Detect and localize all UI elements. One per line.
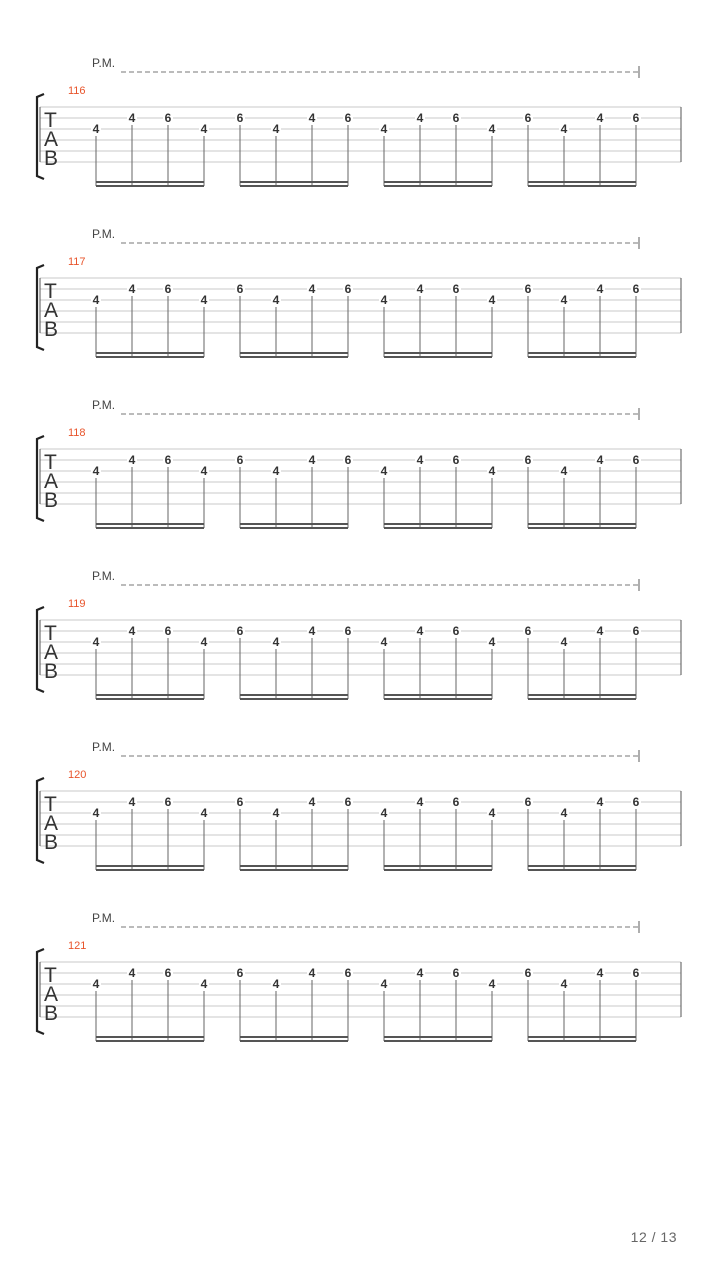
fret-number: 6 bbox=[164, 453, 172, 467]
fret-number: 4 bbox=[596, 282, 604, 296]
fret-number: 6 bbox=[344, 453, 352, 467]
fret-number: 4 bbox=[416, 795, 424, 809]
fret-number: 6 bbox=[164, 111, 172, 125]
fret-number: 4 bbox=[596, 624, 604, 638]
tab-clef-letter: T bbox=[44, 451, 57, 474]
fret-number: 4 bbox=[488, 464, 496, 478]
fret-number: 4 bbox=[272, 635, 280, 649]
fret-number: 6 bbox=[344, 282, 352, 296]
fret-number: 6 bbox=[344, 966, 352, 980]
fret-number: 4 bbox=[200, 635, 208, 649]
fret-number: 4 bbox=[272, 464, 280, 478]
palm-mute-label: P.M. bbox=[92, 398, 116, 412]
tab-clef-letter: A bbox=[44, 641, 59, 664]
fret-number: 4 bbox=[272, 293, 280, 307]
fret-number: 4 bbox=[560, 293, 568, 307]
fret-number: 4 bbox=[128, 795, 136, 809]
fret-number: 4 bbox=[488, 977, 496, 991]
tab-clef-letter: B bbox=[44, 660, 59, 683]
palm-mute-label: P.M. bbox=[92, 569, 116, 583]
fret-number: 6 bbox=[524, 624, 532, 638]
fret-number: 6 bbox=[164, 624, 172, 638]
fret-number: 4 bbox=[308, 624, 316, 638]
measure-number: 116 bbox=[68, 85, 86, 97]
fret-number: 4 bbox=[380, 806, 388, 820]
fret-number: 6 bbox=[344, 111, 352, 125]
palm-mute-label: P.M. bbox=[92, 911, 116, 925]
fret-number: 4 bbox=[272, 977, 280, 991]
fret-number: 6 bbox=[524, 795, 532, 809]
fret-number: 4 bbox=[92, 806, 100, 820]
fret-number: 4 bbox=[380, 293, 388, 307]
fret-number: 6 bbox=[632, 795, 640, 809]
fret-number: 4 bbox=[308, 966, 316, 980]
measure-number: 119 bbox=[68, 598, 86, 610]
fret-number: 6 bbox=[236, 795, 244, 809]
fret-number: 4 bbox=[128, 282, 136, 296]
fret-number: 6 bbox=[524, 282, 532, 296]
fret-number: 6 bbox=[236, 966, 244, 980]
fret-number: 4 bbox=[488, 635, 496, 649]
fret-number: 4 bbox=[596, 966, 604, 980]
fret-number: 4 bbox=[128, 453, 136, 467]
fret-number: 4 bbox=[416, 282, 424, 296]
fret-number: 4 bbox=[416, 453, 424, 467]
fret-number: 4 bbox=[416, 111, 424, 125]
tab-clef-letter: B bbox=[44, 147, 59, 170]
fret-number: 4 bbox=[308, 795, 316, 809]
fret-number: 4 bbox=[272, 122, 280, 136]
fret-number: 4 bbox=[488, 122, 496, 136]
tab-clef-letter: B bbox=[44, 831, 59, 854]
fret-number: 4 bbox=[200, 464, 208, 478]
fret-number: 4 bbox=[488, 806, 496, 820]
fret-number: 4 bbox=[308, 282, 316, 296]
fret-number: 4 bbox=[380, 635, 388, 649]
tab-clef-letter: T bbox=[44, 964, 57, 987]
fret-number: 6 bbox=[164, 282, 172, 296]
fret-number: 4 bbox=[596, 111, 604, 125]
tab-clef-letter: A bbox=[44, 299, 59, 322]
tab-clef-letter: B bbox=[44, 1002, 59, 1025]
fret-number: 4 bbox=[92, 293, 100, 307]
fret-number: 6 bbox=[236, 111, 244, 125]
fret-number: 4 bbox=[416, 966, 424, 980]
fret-number: 4 bbox=[200, 977, 208, 991]
fret-number: 4 bbox=[128, 624, 136, 638]
fret-number: 4 bbox=[560, 806, 568, 820]
measure-number: 121 bbox=[68, 940, 87, 952]
tab-clef-letter: A bbox=[44, 983, 59, 1006]
fret-number: 6 bbox=[236, 624, 244, 638]
fret-number: 6 bbox=[164, 795, 172, 809]
fret-number: 6 bbox=[452, 795, 460, 809]
measure-number: 118 bbox=[68, 427, 86, 439]
fret-number: 4 bbox=[380, 977, 388, 991]
fret-number: 4 bbox=[92, 464, 100, 478]
fret-number: 6 bbox=[632, 624, 640, 638]
fret-number: 6 bbox=[452, 111, 460, 125]
fret-number: 6 bbox=[632, 282, 640, 296]
page-number: 12 / 13 bbox=[630, 1229, 677, 1245]
fret-number: 4 bbox=[560, 122, 568, 136]
tab-clef-letter: T bbox=[44, 793, 57, 816]
fret-number: 4 bbox=[596, 453, 604, 467]
fret-number: 6 bbox=[344, 795, 352, 809]
tab-clef-letter: T bbox=[44, 109, 57, 132]
palm-mute-label: P.M. bbox=[92, 227, 116, 241]
tab-clef-letter: A bbox=[44, 128, 59, 151]
tab-clef-letter: A bbox=[44, 812, 59, 835]
fret-number: 6 bbox=[524, 111, 532, 125]
fret-number: 4 bbox=[416, 624, 424, 638]
tab-clef-letter: T bbox=[44, 622, 57, 645]
palm-mute-label: P.M. bbox=[92, 56, 116, 70]
fret-number: 4 bbox=[200, 122, 208, 136]
tab-clef-letter: B bbox=[44, 318, 59, 341]
measure-number: 117 bbox=[68, 256, 86, 268]
fret-number: 4 bbox=[92, 977, 100, 991]
fret-number: 6 bbox=[524, 453, 532, 467]
fret-number: 4 bbox=[560, 464, 568, 478]
palm-mute-label: P.M. bbox=[92, 740, 116, 754]
fret-number: 4 bbox=[596, 795, 604, 809]
fret-number: 4 bbox=[380, 464, 388, 478]
fret-number: 4 bbox=[488, 293, 496, 307]
tab-clef-letter: T bbox=[44, 280, 57, 303]
fret-number: 6 bbox=[524, 966, 532, 980]
fret-number: 6 bbox=[452, 282, 460, 296]
fret-number: 4 bbox=[92, 122, 100, 136]
fret-number: 4 bbox=[128, 111, 136, 125]
fret-number: 6 bbox=[452, 966, 460, 980]
fret-number: 6 bbox=[632, 453, 640, 467]
fret-number: 4 bbox=[272, 806, 280, 820]
tab-clef-letter: B bbox=[44, 489, 59, 512]
fret-number: 4 bbox=[560, 977, 568, 991]
fret-number: 4 bbox=[308, 453, 316, 467]
fret-number: 4 bbox=[200, 293, 208, 307]
fret-number: 6 bbox=[344, 624, 352, 638]
measure-number: 120 bbox=[68, 769, 87, 781]
tab-clef-letter: A bbox=[44, 470, 59, 493]
fret-number: 6 bbox=[236, 282, 244, 296]
fret-number: 6 bbox=[452, 624, 460, 638]
fret-number: 6 bbox=[164, 966, 172, 980]
fret-number: 6 bbox=[452, 453, 460, 467]
fret-number: 4 bbox=[200, 806, 208, 820]
fret-number: 4 bbox=[308, 111, 316, 125]
fret-number: 4 bbox=[380, 122, 388, 136]
fret-number: 6 bbox=[236, 453, 244, 467]
fret-number: 4 bbox=[92, 635, 100, 649]
fret-number: 6 bbox=[632, 966, 640, 980]
fret-number: 4 bbox=[560, 635, 568, 649]
fret-number: 6 bbox=[632, 111, 640, 125]
fret-number: 4 bbox=[128, 966, 136, 980]
